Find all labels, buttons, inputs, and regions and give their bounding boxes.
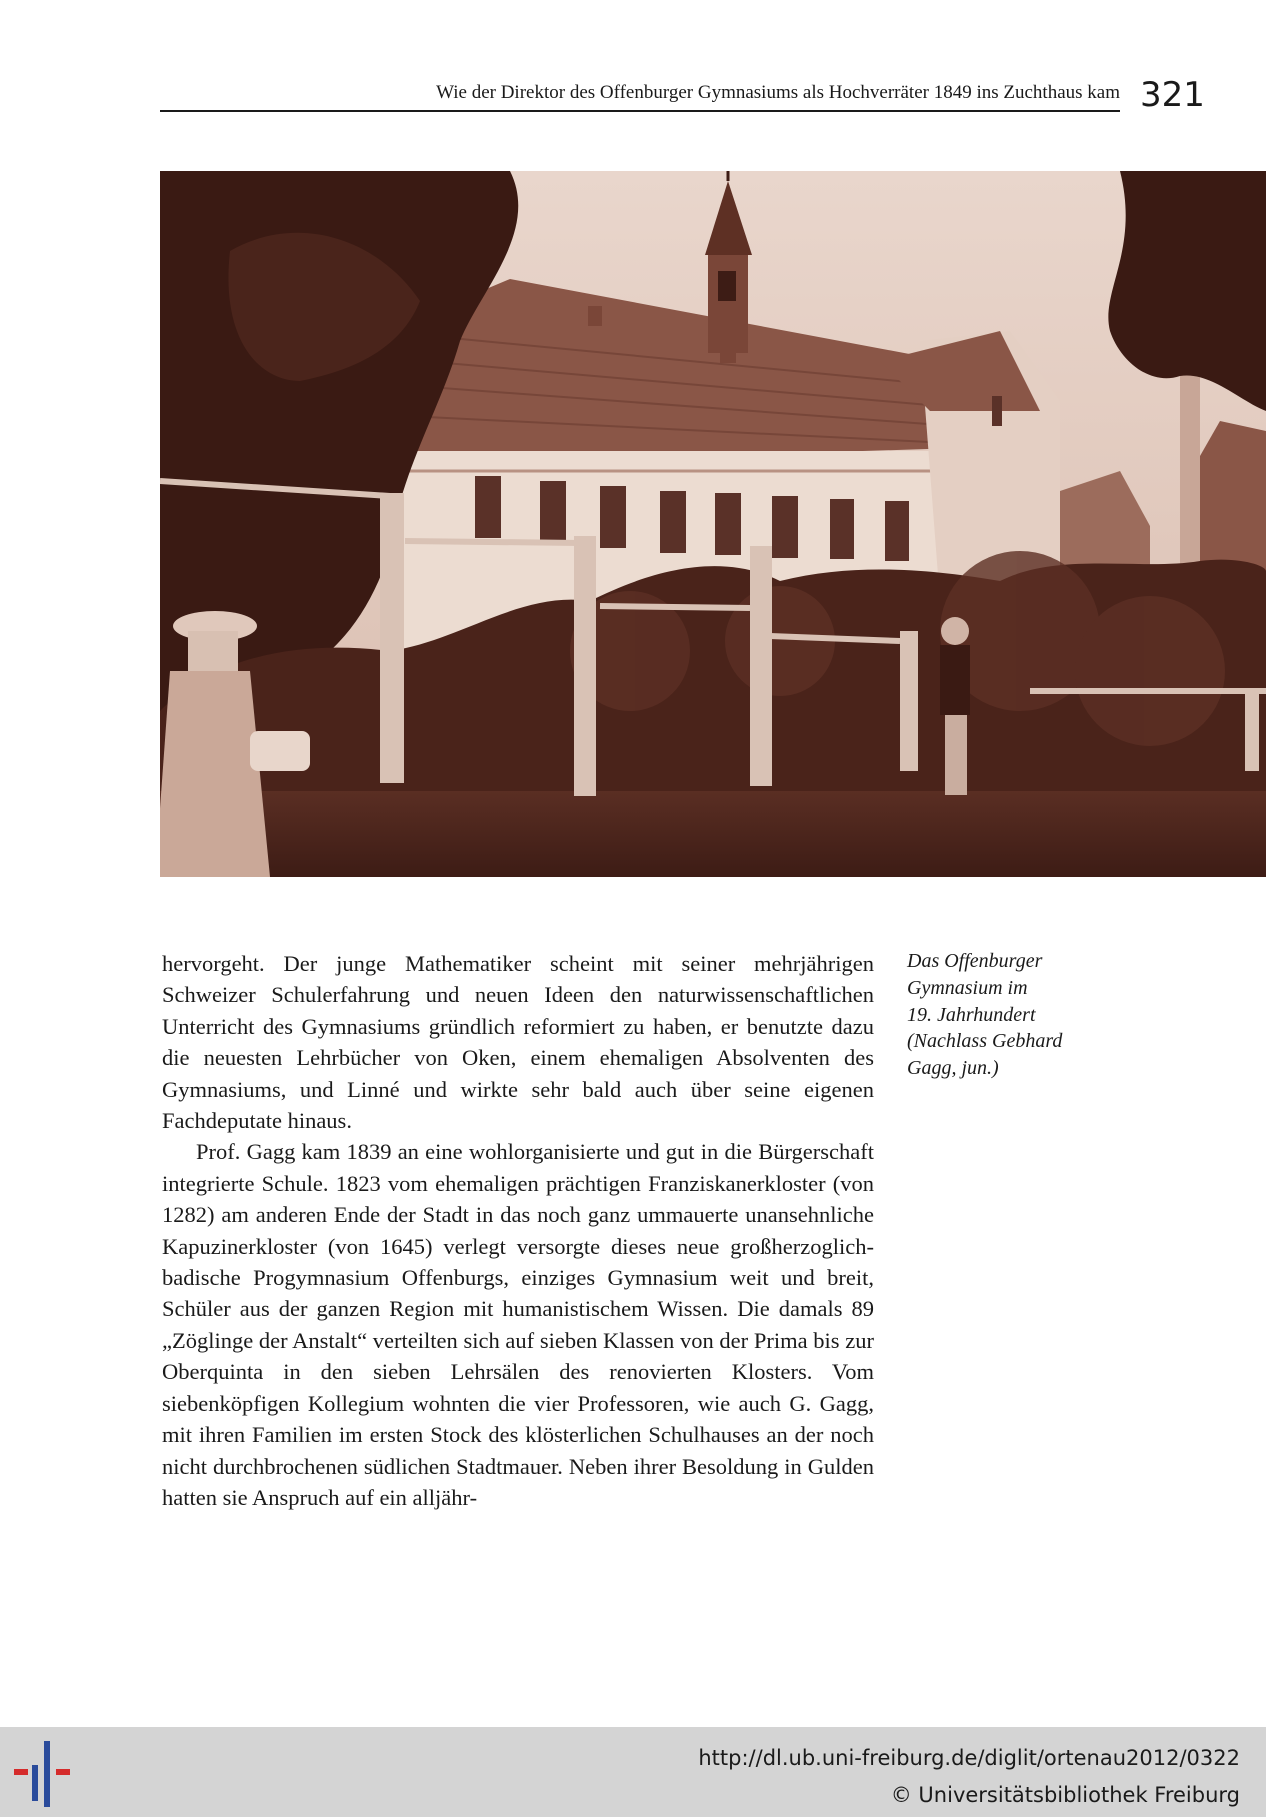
caption-line: 19. Jahrhundert (907, 1003, 1036, 1026)
caption-line: Gymnasium im (907, 976, 1028, 999)
running-title: Wie der Direktor des Offenburger Gymnasiums als Hochverräter 1849 ins Zuchthaus kam (436, 82, 1120, 103)
paragraph-1: hervorgeht. Der junge Mathematiker scheint mit seiner mehrjährigen Schweizer Schulerfahrung und neuen Ideen den naturwissenschaftlichen Unterricht des Gymnasiums gründlich reformiert zu haben, er benutzte dazu die neuesten Lehrbücher von Oken, einem ehemaligen Absolventen des Gymnasiums, und Linné und wirkte sehr bald auch über seine eigenen Fachdeputate hinaus. (162, 951, 874, 1134)
page-number: 321 (1140, 75, 1205, 115)
footer-bar (0, 1727, 1266, 1817)
header-rule (160, 110, 1120, 112)
footer-copyright: © Universitätsbibliothek Freiburg (890, 1783, 1240, 1807)
ub-freiburg-logo-icon (14, 1741, 84, 1807)
photograph-illustration (160, 171, 1266, 877)
body-text (162, 948, 874, 1513)
caption-line: Gagg, jun.) (907, 1057, 999, 1080)
footer-url-link[interactable]: http://dl.ub.uni-freiburg.de/diglit/ortenau2012/0322 (698, 1746, 1240, 1770)
photo-caption (907, 948, 1117, 1082)
paragraph-2: Prof. Gagg kam 1839 an eine wohlorganisierte und gut in die Bürgerschaft integrierte Schule. 1823 vom ehemaligen prächtigen Franziskanerkloster (von 1282) am anderen Ende der Stadt in das noch ganz ummauerte unansehnliche Kapuzinerkloster (von 1645) verlegt versorgte dieses neue großherzoglich- badische Progymnasium Offenburgs, einziges Gymnasium weit und breit, Schüler aus der ganzen Region mit humanistischem Wissen. Die damals 89 „Zöglinge der Anstalt“ verteilten sich auf sieben Klassen von der Prima bis zur Oberquinta in den sieben Lehrsälen des renovierten Klosters. Vom siebenköpfigen Kollegium wohnten die vier Professoren, wie auch G. Gagg, mit ihren Familien im ersten Stock des klösterlichen Schulhauses an der noch nicht durchbrochenen südlichen Stadtmauer. Neben ihrer Besoldung in Gulden hatten sie Anspruch auf ein alljähr- (162, 1139, 874, 1510)
historic-photograph (160, 171, 1266, 877)
caption-line: (Nachlass Gebhard (907, 1030, 1063, 1053)
caption-line: Das Offenburger (907, 950, 1043, 972)
